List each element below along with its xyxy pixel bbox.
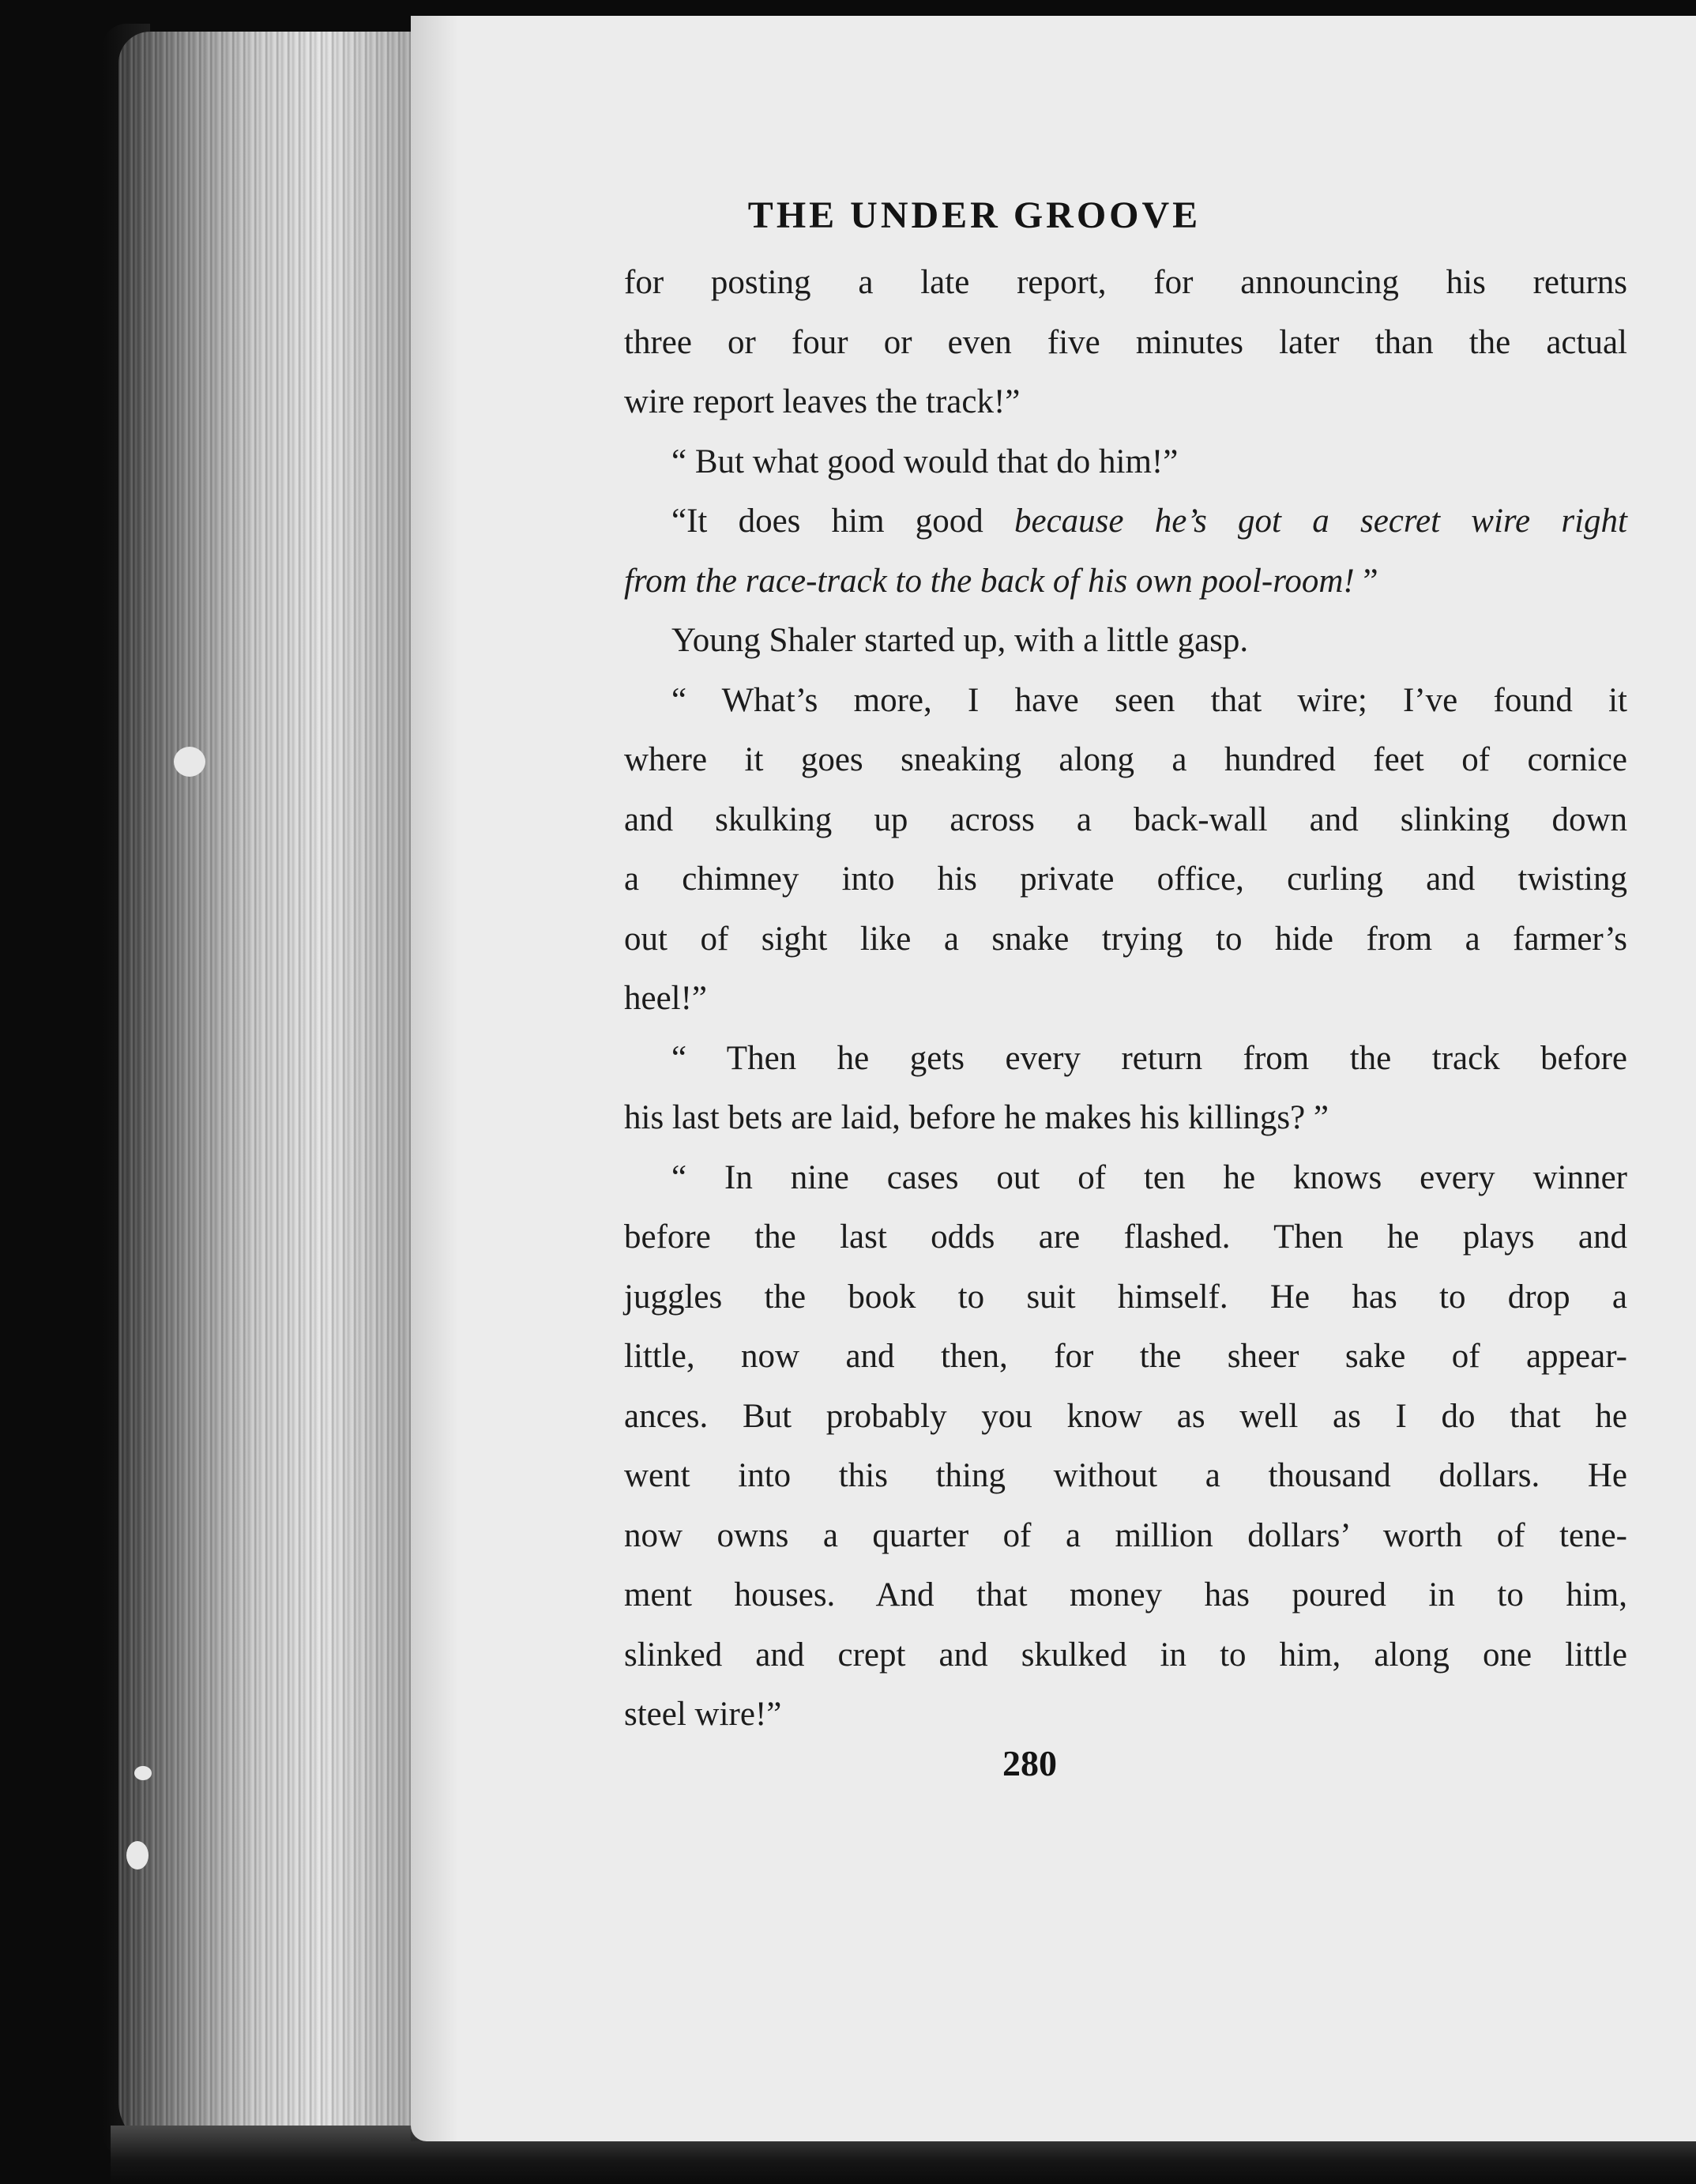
body-text: [624, 253, 1627, 1745]
italic-text: from the race-track to the back of his own pool-room!: [624, 562, 1355, 600]
line-text: a chimney into his private office, curling and twisting: [624, 860, 1627, 898]
text-line: [624, 1446, 1627, 1506]
text-line: [624, 1327, 1627, 1387]
text-line: [624, 313, 1627, 373]
text-line: [624, 552, 1627, 612]
book-page: [411, 16, 1696, 2141]
text-line: [624, 671, 1627, 731]
page-number: 280: [1002, 1743, 1057, 1783]
line-text: wire report leaves the track!”: [624, 383, 1021, 420]
paragraph: [624, 611, 1627, 671]
line-text: Young Shaler started up, with a little gasp.: [671, 622, 1249, 659]
text-line: [624, 432, 1627, 492]
text-line: [624, 1088, 1627, 1148]
line-text: “ In nine cases out of ten he knows every winner: [671, 1158, 1627, 1196]
line-text: three or four or even five minutes later than the actual: [624, 323, 1627, 361]
line-text: “ Then he gets every return from the track before: [671, 1039, 1627, 1077]
line-text: before the last odds are flashed. Then he plays and: [624, 1218, 1627, 1256]
text-line: [624, 1506, 1627, 1566]
line-text: where it goes sneaking along a hundred feet of cornice: [624, 741, 1627, 778]
line-text: little, now and then, for the sheer sake of appear-: [624, 1338, 1627, 1375]
closing-quote: ”: [1354, 562, 1378, 600]
text-line: [624, 1387, 1627, 1447]
text-line: [624, 611, 1627, 671]
line-text: steel wire!”: [624, 1696, 782, 1733]
text-line: [624, 372, 1627, 432]
line-text: heel!”: [624, 980, 708, 1017]
line-text: “It does him good: [671, 503, 1014, 540]
text-line: [624, 1029, 1627, 1089]
paragraph: [624, 1148, 1627, 1745]
line-text: “ But what good would that do him!”: [671, 442, 1179, 480]
text-line: [624, 1685, 1627, 1745]
line-text: his last bets are laid, before he makes his killings? ”: [624, 1099, 1329, 1136]
text-line: [624, 1565, 1627, 1625]
paragraph: [624, 1029, 1627, 1148]
paragraph: [624, 432, 1627, 492]
text-line: [624, 1625, 1627, 1685]
line-text: now owns a quarter of a million dollars’ worth of tene-: [624, 1516, 1627, 1554]
dust-speck: [126, 1841, 149, 1870]
text-line: [624, 491, 1627, 552]
dust-speck: [134, 1766, 152, 1780]
running-head: THE UNDER GROOVE: [747, 194, 1201, 236]
line-text: ances. But probably you know as well as I do that he: [624, 1397, 1627, 1435]
text-line: [624, 253, 1627, 313]
italic-text: because he’s got a secret wire right: [1014, 503, 1627, 540]
paragraph: [624, 671, 1627, 1029]
text-line: [624, 1207, 1627, 1267]
text-line: [624, 1267, 1627, 1327]
text-line: [624, 790, 1627, 850]
book-fore-edge: [118, 32, 434, 2149]
text-line: [624, 909, 1627, 970]
paragraph: [624, 253, 1627, 432]
dust-speck: [174, 747, 205, 777]
text-line: [624, 969, 1627, 1029]
line-text: ment houses. And that money has poured in to him,: [624, 1576, 1627, 1614]
line-text: out of sight like a snake trying to hide from a farmer’s: [624, 920, 1627, 958]
text-line: [624, 730, 1627, 790]
line-text: juggles the book to suit himself. He has to drop a: [624, 1278, 1627, 1316]
line-text: and skulking up across a back-wall and slinking down: [624, 800, 1627, 838]
text-line: [624, 1148, 1627, 1208]
line-text: went into this thing without a thousand dollars. He: [624, 1457, 1627, 1494]
paragraph: [624, 491, 1627, 611]
text-line: [624, 849, 1627, 909]
line-text: “ What’s more, I have seen that wire; I’ve found it: [671, 681, 1627, 719]
line-text: slinked and crept and skulked in to him, along one little: [624, 1636, 1627, 1674]
line-text: for posting a late report, for announcing his returns: [624, 264, 1627, 301]
